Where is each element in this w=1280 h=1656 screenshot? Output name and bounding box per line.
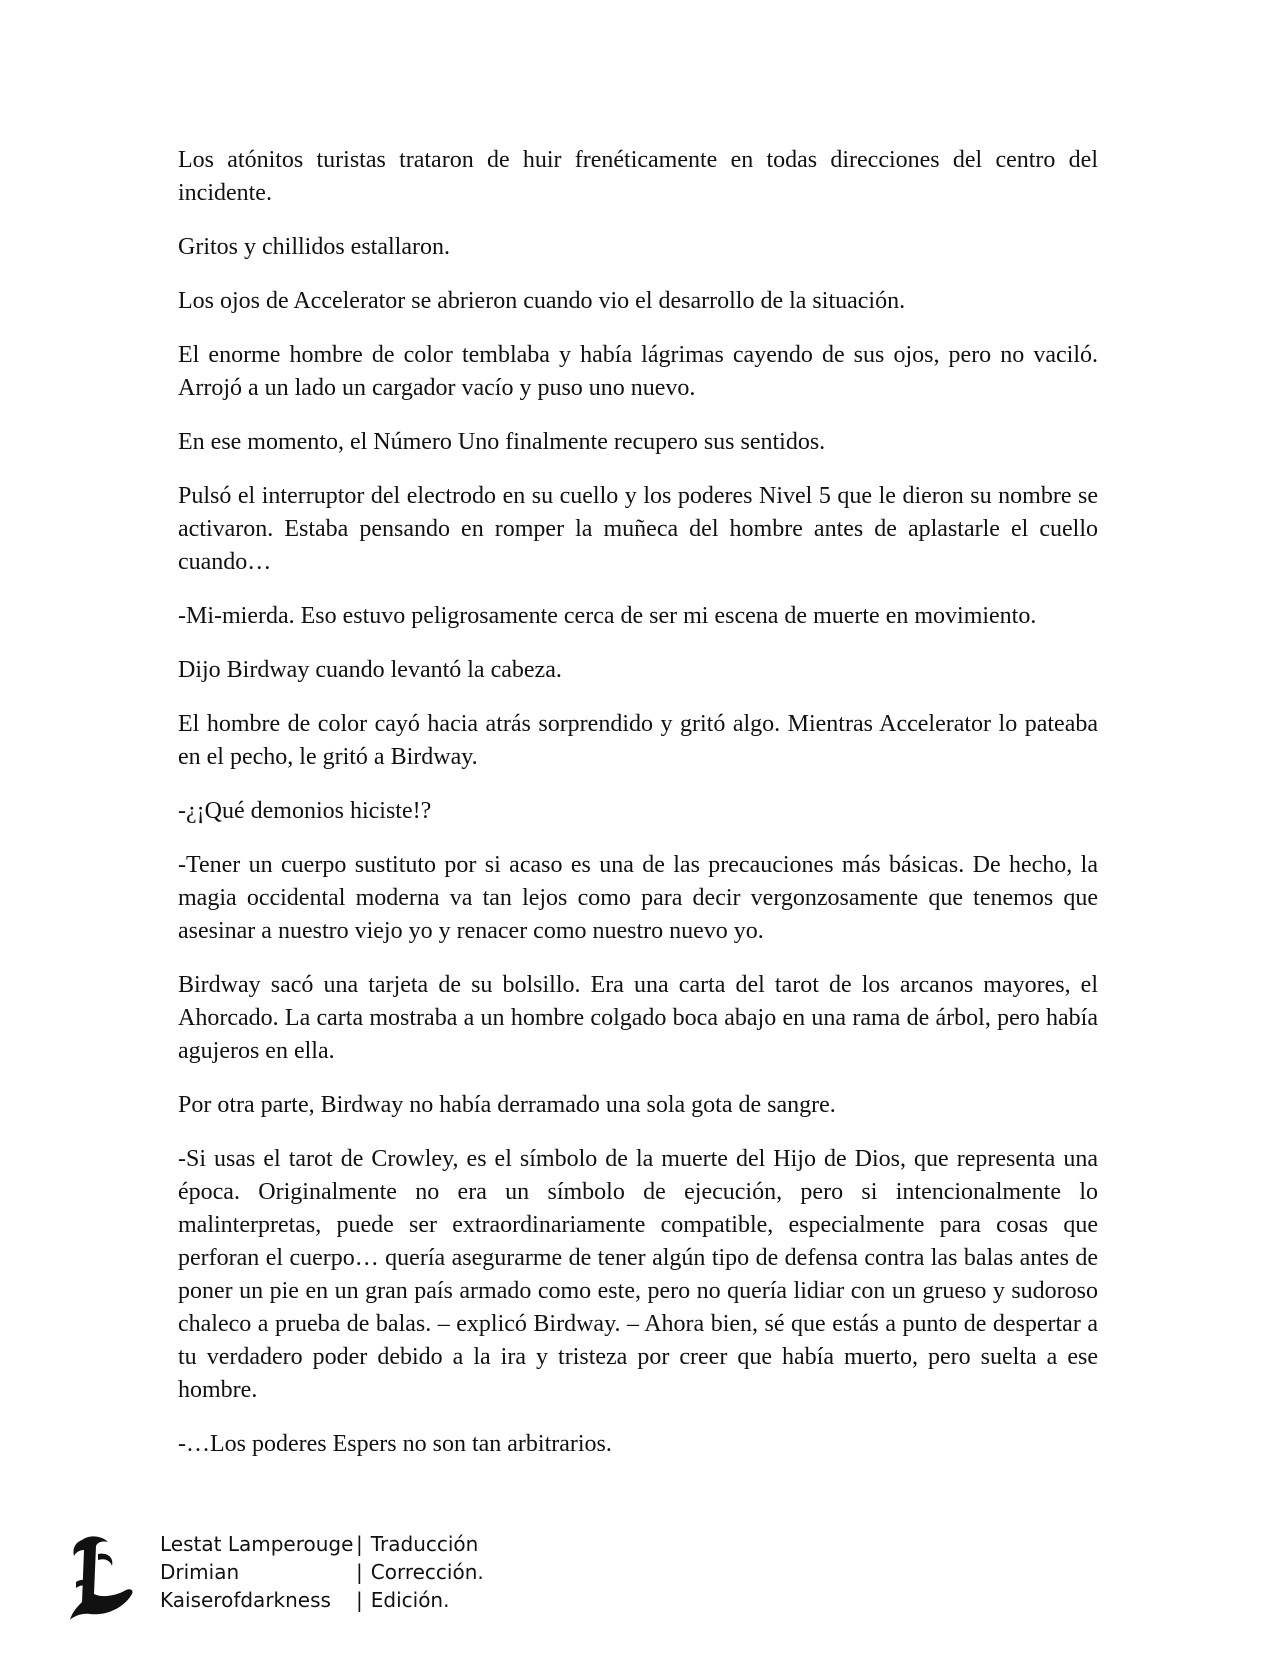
credit-row	[160, 1558, 484, 1586]
paragraph: Pulsó el interruptor del electrodo en su cuello y los poderes Nivel 5 que le dieron su nombre se activaron. Estaba pensando en romper la muñeca del hombre antes de aplastarle el cuello cuando…	[178, 483, 1098, 575]
paragraph: -Mi-mierda. Eso estuvo peligrosamente cerca de ser mi escena de muerte en movimiento.	[178, 603, 1037, 629]
paragraph: Por otra parte, Birdway no había derramado una sola gota de sangre.	[178, 1092, 836, 1118]
paragraph: Gritos y chillidos estallaron.	[178, 234, 450, 260]
paragraph: El hombre de color cayó hacia atrás sorprendido y gritó algo. Mientras Accelerator lo pateaba en el pecho, le gritó a Birdway.	[178, 711, 1098, 770]
credit-role: | Corrección.	[356, 1558, 484, 1586]
credit-row	[160, 1586, 484, 1614]
paragraph: El enorme hombre de color temblaba y había lágrimas cayendo de sus ojos, pero no vaciló. Arrojó a un lado un cargador vacío y puso uno nuevo.	[178, 342, 1098, 401]
credit-name: Drimian	[160, 1560, 240, 1584]
gothic-letter-L-logo-icon	[68, 1532, 138, 1622]
paragraph: -…Los poderes Espers no son tan arbitrarios.	[178, 1431, 612, 1457]
credit-role: | Traducción	[356, 1530, 478, 1558]
credit-name: Lestat Lamperouge	[160, 1532, 354, 1556]
paragraph: -Si usas el tarot de Crowley, es el símbolo de la muerte del Hijo de Dios, que representa una época. Originalmente no era un símbolo de ejecución, pero si intencionalmente lo malinterpretas, puede ser extraordinariamente compatible, especialmente para cosas que perforan el cuerpo… quería asegurarme de tener algún tipo de defensa contra las balas antes de poner un pie en un gran país armado como este, pero no quería lidiar con un grueso y sudoroso chaleco a prueba de balas. – explicó Birdway. – Ahora bien, sé que estás a punto de despertar a tu verdadero poder debido a la ira y tristeza por creer que había muerto, pero suelta a ese hombre.	[178, 1146, 1098, 1403]
credit-role: | Edición.	[356, 1586, 449, 1614]
credit-name: Kaiserofdarkness	[160, 1588, 331, 1612]
paragraph: Los ojos de Accelerator se abrieron cuando vio el desarrollo de la situación.	[178, 288, 906, 314]
paragraph: Dijo Birdway cuando levantó la cabeza.	[178, 657, 562, 683]
body-text	[178, 144, 1098, 1482]
paragraph: Birdway sacó una tarjeta de su bolsillo. Era una carta del tarot de los arcanos mayores, el Ahorcado. La carta mostraba a un hombre colgado boca abajo en una rama de árbol, pero había agujeros en ella.	[178, 972, 1098, 1064]
credits-footer	[68, 1530, 668, 1630]
credit-row	[160, 1530, 484, 1558]
credits-list	[160, 1530, 484, 1614]
paragraph: -Tener un cuerpo sustituto por si acaso es una de las precauciones más básicas. De hecho, la magia occidental moderna va tan lejos como para decir vergonzosamente que tenemos que asesinar a nuestro viejo yo y renacer como nuestro nuevo yo.	[178, 852, 1098, 944]
paragraph: -¿¡Qué demonios hiciste!?	[178, 798, 432, 824]
paragraph: Los atónitos turistas trataron de huir frenéticamente en todas direcciones del centro del incidente.	[178, 147, 1098, 206]
paragraph: En ese momento, el Número Uno finalmente recupero sus sentidos.	[178, 429, 826, 455]
